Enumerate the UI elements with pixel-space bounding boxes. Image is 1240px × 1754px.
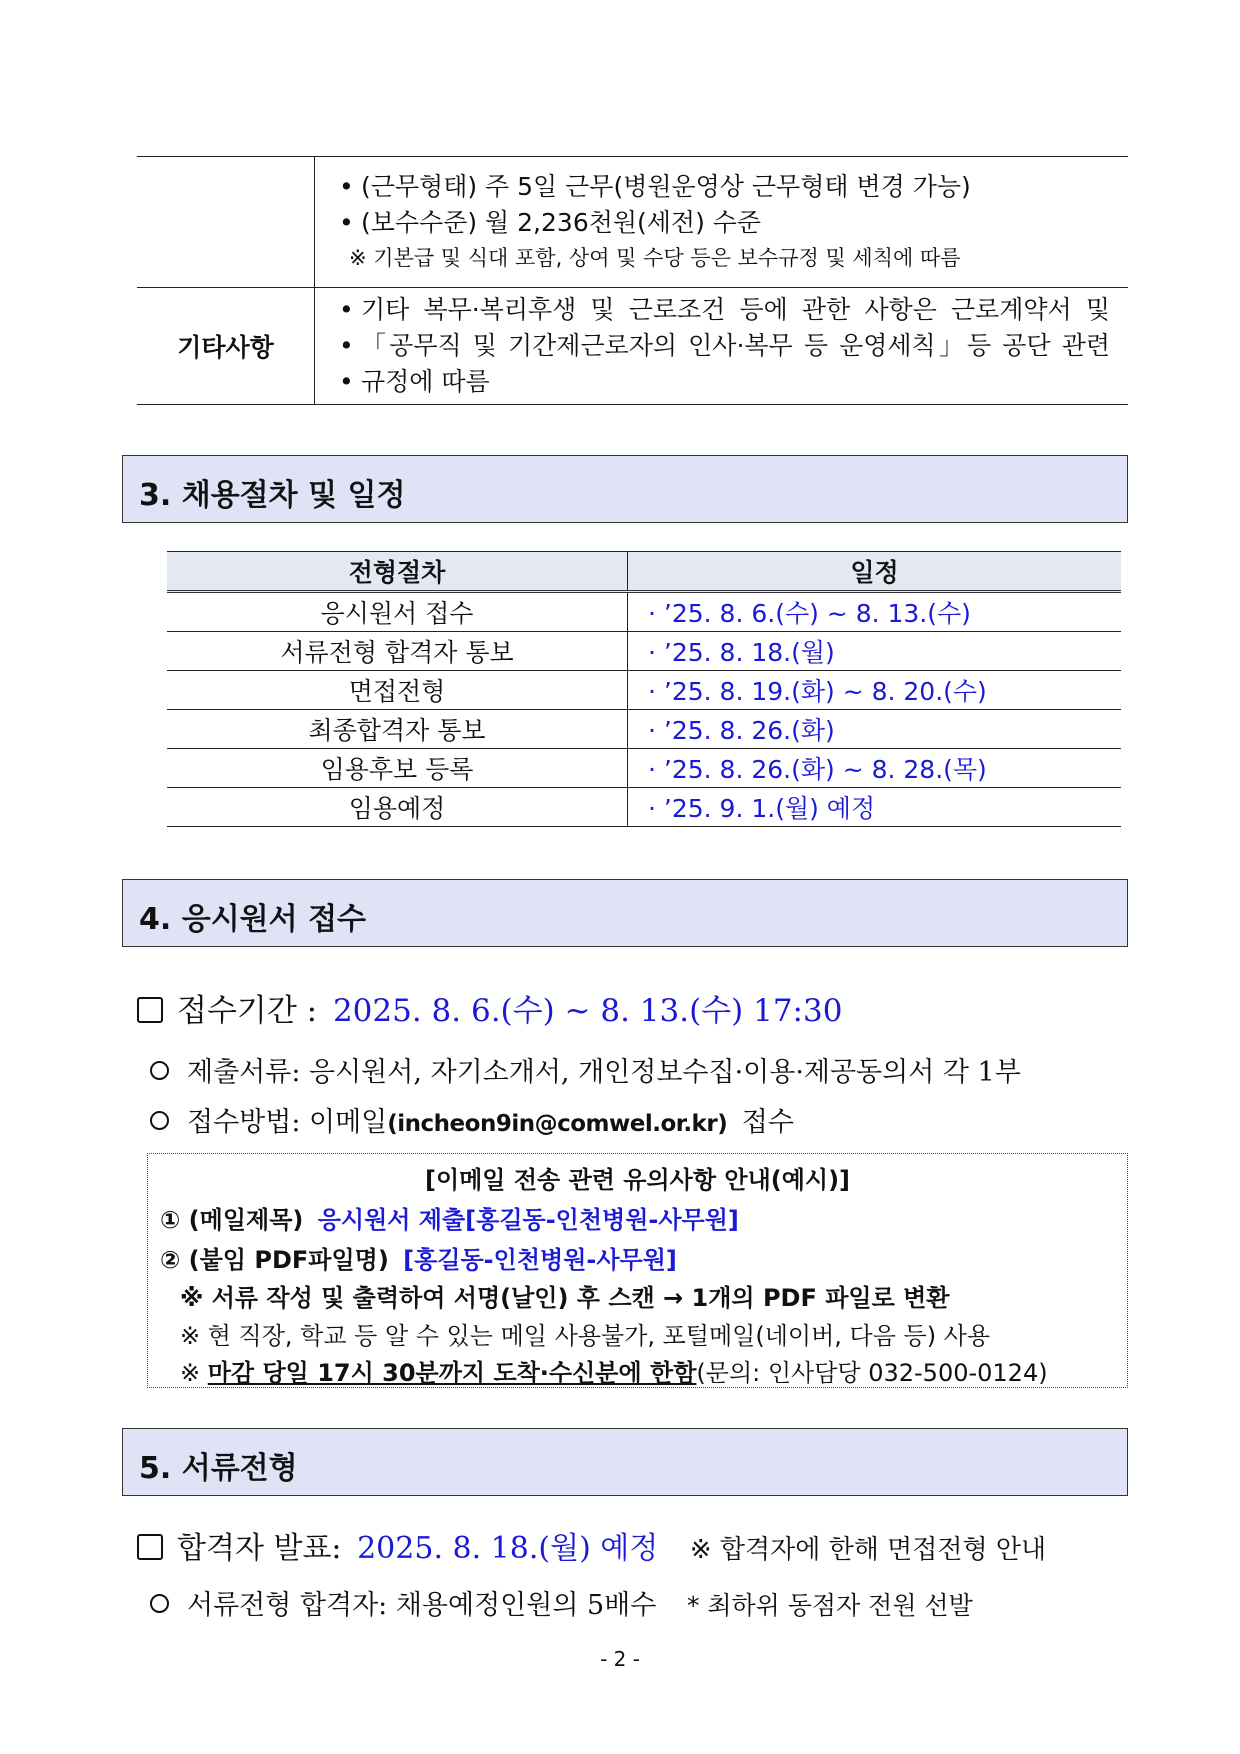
schedule-table <box>167 551 1121 827</box>
other-matters-cell <box>315 288 1129 405</box>
application-period <box>137 985 842 1030</box>
step-cell: 임용후보 등록 <box>167 749 628 788</box>
section-3-title: 3. 채용절차 및 일정 <box>139 478 406 513</box>
date-cell: · ’25. 9. 1.(월) 예정 <box>628 788 1122 827</box>
date-cell: · ’25. 8. 18.(월) <box>628 632 1122 671</box>
email-address: (incheon9in@comwel.or.kr) <box>387 1111 728 1137</box>
table-row <box>167 749 1121 788</box>
period-value: 2025. 8. 6.(수) ~ 8. 13.(수) 17:30 <box>332 993 843 1029</box>
empty-label-cell <box>137 157 315 288</box>
circle-bullet-icon <box>150 1111 169 1130</box>
column-header-step: 전형절차 <box>167 552 628 592</box>
bullet-work-type: • (근무형태) 주 5일 근무(병원운영상 근무형태 변경 가능) <box>339 169 1110 205</box>
checkbox-square-icon <box>137 997 163 1023</box>
other-matters-line: • 기타 복무·복리후생 및 근로조건 등에 관한 사항은 근로계약서 및 <box>339 292 1110 328</box>
item2-prefix: ② (붙임 PDF파일명) <box>160 1246 389 1274</box>
deadline-text: 마감 당일 17시 30분까지 도착·수신분에 한함 <box>207 1359 697 1387</box>
step-cell: 최종합격자 통보 <box>167 710 628 749</box>
item2-value: [홍길동-인천병원-사무원] <box>403 1246 677 1274</box>
pass-text: 서류전형 합격자: 채용예정인원의 5배수 <box>187 1590 657 1621</box>
date-cell: · ’25. 8. 26.(화) <box>628 710 1122 749</box>
table-header-row <box>167 552 1121 592</box>
notice-note-3 <box>180 1353 1048 1388</box>
table-row <box>137 157 1128 288</box>
section-5-header <box>122 1428 1128 1496</box>
salary-note: ※ 기본급 및 식대 포함, 상여 및 수당 등은 보수규정 및 세칙에 따름 <box>349 246 961 270</box>
circle-bullet-icon <box>150 1061 169 1080</box>
notice-item-1 <box>160 1200 739 1235</box>
notice-note-1: ※ 서류 작성 및 출력하여 서명(날인) 후 스캔 → 1개의 PDF 파일로 변환 <box>180 1284 950 1312</box>
documents-line <box>150 1050 1021 1089</box>
other-matters-line: • 규정에 따름 <box>339 364 1110 400</box>
column-header-date: 일정 <box>628 552 1122 592</box>
work-conditions-table <box>137 156 1128 405</box>
other-matters-label: 기타사항 <box>137 288 315 405</box>
date-cell: · ’25. 8. 6.(수) ~ 8. 13.(수) <box>628 592 1122 632</box>
table-row <box>167 788 1121 827</box>
work-conditions-cell <box>315 157 1129 288</box>
notice-title: [이메일 전송 관련 유의사항 안내(예시)] <box>424 1166 851 1194</box>
method-suffix: 접수 <box>741 1107 794 1138</box>
checkbox-square-icon <box>137 1534 163 1560</box>
method-prefix: 접수방법: 이메일 <box>187 1107 388 1138</box>
inquiry-text: (문의: 인사담당 032-500-0124) <box>696 1359 1048 1387</box>
announcement-line <box>137 1523 1046 1567</box>
section-5-title: 5. 서류전형 <box>139 1451 298 1486</box>
table-row <box>167 671 1121 710</box>
email-notice-box <box>147 1153 1128 1388</box>
pass-line <box>150 1583 973 1622</box>
notice-item-2 <box>160 1240 677 1275</box>
step-cell: 면접전형 <box>167 671 628 710</box>
section-4-header <box>122 879 1128 947</box>
period-label: 접수기간 : <box>177 993 318 1029</box>
item1-value: 응시원서 제출[홍길동-인천병원-사무원] <box>317 1206 739 1234</box>
date-cell: · ’25. 8. 26.(화) ~ 8. 28.(목) <box>628 749 1122 788</box>
table-row <box>137 288 1128 405</box>
documents-text: 제출서류: 응시원서, 자기소개서, 개인정보수집·이용·제공동의서 각 1부 <box>187 1057 1021 1088</box>
table-row <box>167 592 1121 632</box>
step-cell: 임용예정 <box>167 788 628 827</box>
other-matters-line: • 「공무직 및 기간제근로자의 인사·복무 등 운영세칙」등 공단 관련 <box>339 328 1110 364</box>
step-cell: 서류전형 합격자 통보 <box>167 632 628 671</box>
method-line <box>150 1100 794 1139</box>
section-3-header <box>122 455 1128 523</box>
notice-note-2: ※ 현 직장, 학교 등 알 수 있는 메일 사용불가, 포털메일(네이버, 다음 등) 사용 <box>180 1322 991 1350</box>
circle-bullet-icon <box>150 1594 169 1613</box>
announce-label: 합격자 발표: <box>177 1531 342 1566</box>
announce-note: ※ 합격자에 한해 면접전형 안내 <box>689 1535 1047 1565</box>
pass-note: * 최하위 동점자 전원 선발 <box>686 1591 973 1620</box>
item1-prefix: ① (메일제목) <box>160 1206 304 1234</box>
step-cell: 응시원서 접수 <box>167 592 628 632</box>
date-cell: · ’25. 8. 19.(화) ~ 8. 20.(수) <box>628 671 1122 710</box>
note3-mark: ※ <box>180 1359 201 1387</box>
announce-value: 2025. 8. 18.(월) 예정 <box>357 1531 659 1566</box>
table-row <box>167 632 1121 671</box>
bullet-salary: • (보수수준) 월 2,236천원(세전) 수준 <box>339 205 1110 241</box>
table-row <box>167 710 1121 749</box>
section-4-title: 4. 응시원서 접수 <box>139 902 367 937</box>
page-number: - 2 - <box>600 1647 640 1671</box>
